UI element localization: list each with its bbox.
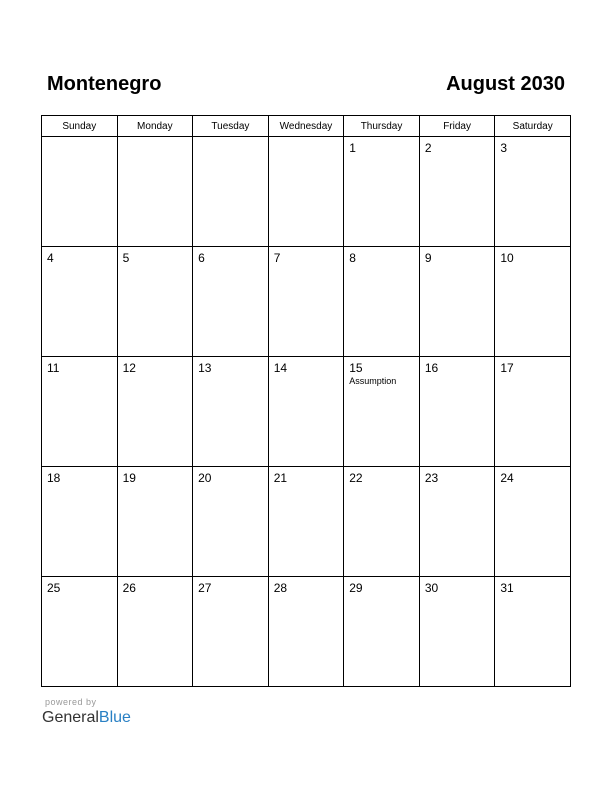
month-title: August 2030 xyxy=(446,73,565,95)
day-cell xyxy=(495,137,571,247)
day-cell xyxy=(193,137,269,247)
weekday-header: Tuesday xyxy=(193,116,269,137)
weekday-header-row xyxy=(42,116,571,137)
day-number xyxy=(42,137,117,141)
day-cell xyxy=(495,467,571,577)
day-cell xyxy=(419,137,495,247)
day-cell xyxy=(117,247,193,357)
day-number: 26 xyxy=(122,581,136,595)
day-cell xyxy=(117,357,193,467)
day-number: 31 xyxy=(500,581,514,595)
day-cell xyxy=(193,577,269,687)
week-row xyxy=(42,357,571,467)
calendar-grid xyxy=(41,115,571,687)
day-number: 24 xyxy=(500,471,514,485)
day-number: 12 xyxy=(122,361,136,375)
week-row xyxy=(42,247,571,357)
week-row xyxy=(42,137,571,247)
day-number: 10 xyxy=(500,251,514,265)
day-number: 27 xyxy=(198,581,212,595)
day-cell xyxy=(117,137,193,247)
day-cell xyxy=(344,137,420,247)
day-cell xyxy=(495,247,571,357)
day-cell xyxy=(268,247,344,357)
day-number: 2 xyxy=(424,141,432,155)
day-number: 21 xyxy=(273,471,288,485)
day-number: 28 xyxy=(273,581,288,595)
day-number xyxy=(193,137,268,141)
week-row xyxy=(42,577,571,687)
day-cell xyxy=(268,357,344,467)
day-cell xyxy=(193,247,269,357)
day-number: 29 xyxy=(349,581,363,595)
day-cell xyxy=(495,357,571,467)
week-row xyxy=(42,467,571,577)
day-number: 7 xyxy=(273,251,281,265)
day-number: 30 xyxy=(424,581,439,595)
day-number: 8 xyxy=(349,251,356,265)
weekday-header: Wednesday xyxy=(268,116,344,137)
day-number: 22 xyxy=(349,471,363,485)
day-number: 1 xyxy=(349,141,356,155)
brand-logo[interactable] xyxy=(42,708,131,728)
day-cell xyxy=(419,577,495,687)
weekday-header: Monday xyxy=(117,116,193,137)
day-number: 3 xyxy=(500,141,508,155)
day-number: 5 xyxy=(122,251,130,265)
day-cell xyxy=(344,247,420,357)
weekday-header: Friday xyxy=(419,116,495,137)
weekday-header: Thursday xyxy=(344,116,420,137)
day-cell xyxy=(419,247,495,357)
day-cell xyxy=(42,577,118,687)
day-cell xyxy=(268,577,344,687)
brand-general-text: General xyxy=(42,709,99,726)
day-cell xyxy=(42,357,118,467)
day-number: 18 xyxy=(47,471,61,485)
day-cell xyxy=(344,357,420,467)
day-cell xyxy=(419,467,495,577)
brand-blue-text: Blue xyxy=(98,709,131,726)
day-number xyxy=(118,137,193,141)
day-number: 25 xyxy=(47,581,61,595)
day-cell xyxy=(495,577,571,687)
country-title: Montenegro xyxy=(47,73,162,95)
day-number: 9 xyxy=(424,251,432,265)
day-cell xyxy=(419,357,495,467)
weekday-header: Saturday xyxy=(495,116,571,137)
day-number: 23 xyxy=(424,471,439,485)
day-cell xyxy=(42,467,118,577)
day-number: 15 xyxy=(349,361,363,375)
day-number: 4 xyxy=(47,251,54,265)
day-number: 20 xyxy=(198,471,212,485)
day-cell xyxy=(42,247,118,357)
day-number: 6 xyxy=(198,251,205,265)
day-cell xyxy=(117,577,193,687)
day-number: 14 xyxy=(273,361,288,375)
weekday-header: Sunday xyxy=(42,116,118,137)
day-cell xyxy=(193,467,269,577)
day-cell xyxy=(117,467,193,577)
day-number: 13 xyxy=(198,361,212,375)
day-cell xyxy=(344,577,420,687)
day-number: 11 xyxy=(47,361,60,375)
day-number: 17 xyxy=(500,361,514,375)
day-number: 16 xyxy=(424,361,439,375)
holiday-label: Assumption xyxy=(349,376,397,386)
day-number xyxy=(269,137,344,141)
day-number: 19 xyxy=(122,471,136,485)
day-cell xyxy=(344,467,420,577)
day-cell xyxy=(268,137,344,247)
day-cell xyxy=(42,137,118,247)
day-cell xyxy=(193,357,269,467)
day-cell xyxy=(268,467,344,577)
powered-by-text: powered by xyxy=(45,697,97,707)
